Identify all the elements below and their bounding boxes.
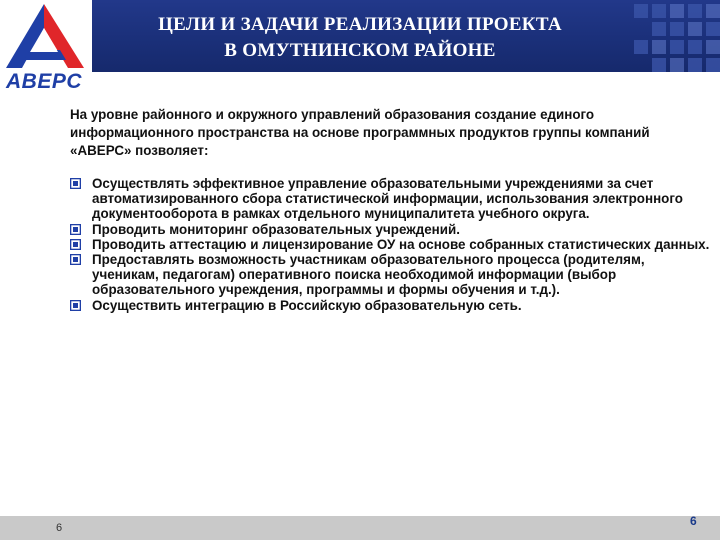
checkbox-icon	[70, 178, 81, 189]
list-item	[70, 298, 710, 313]
list-item-text: Осуществить интеграцию в Российскую образовательную сеть.	[92, 297, 522, 313]
page-title	[90, 12, 630, 64]
page-number-left: 6	[56, 522, 63, 534]
checkbox-icon	[70, 254, 81, 265]
intro-paragraph: На уровне районного и окружного управлений образования создание единого информационного пространства на основе программных продуктов группы компаний «АВЕРС» позволяет:	[70, 107, 650, 158]
list-item	[70, 252, 710, 298]
page-number-right: 6	[690, 514, 697, 528]
title-line-1: ЦЕЛИ И ЗАДАЧИ РЕАЛИЗАЦИИ ПРОЕКТА	[158, 14, 562, 35]
list-item	[70, 176, 710, 222]
list-item	[70, 237, 710, 252]
list-item-text: Проводить мониторинг образовательных учреждений.	[92, 221, 460, 237]
averс-logo	[0, 0, 92, 98]
decorative-squares	[630, 0, 720, 72]
list-item	[70, 222, 710, 237]
checkbox-icon	[70, 239, 81, 250]
logo-text: АВЕРС	[6, 70, 83, 93]
list-item-text: Проводить аттестацию и лицензирование ОУ на основе собранных статистических данных.	[92, 236, 710, 252]
logo-mark-icon	[0, 0, 92, 72]
list-item-text: Предоставлять возможность участникам образовательного процесса (родителям, ученикам, педагогам) оперативного поиска необходимой информации (выбор образовательного учреждения, программы и формы обучения и т.д.).	[92, 252, 645, 298]
goals-list	[70, 176, 710, 313]
checkbox-icon	[70, 300, 81, 311]
checkbox-icon	[70, 224, 81, 235]
footer-bar	[0, 516, 720, 540]
list-item-text: Осуществлять эффективное управление образовательными учреждениями за счет автоматизированного сбора статистической информации, использования электронного документооборота в рамках отдельного муниципалитета учебного округа.	[92, 176, 683, 222]
title-line-2: В ОМУТНИНСКОМ РАЙОНЕ	[224, 40, 496, 61]
